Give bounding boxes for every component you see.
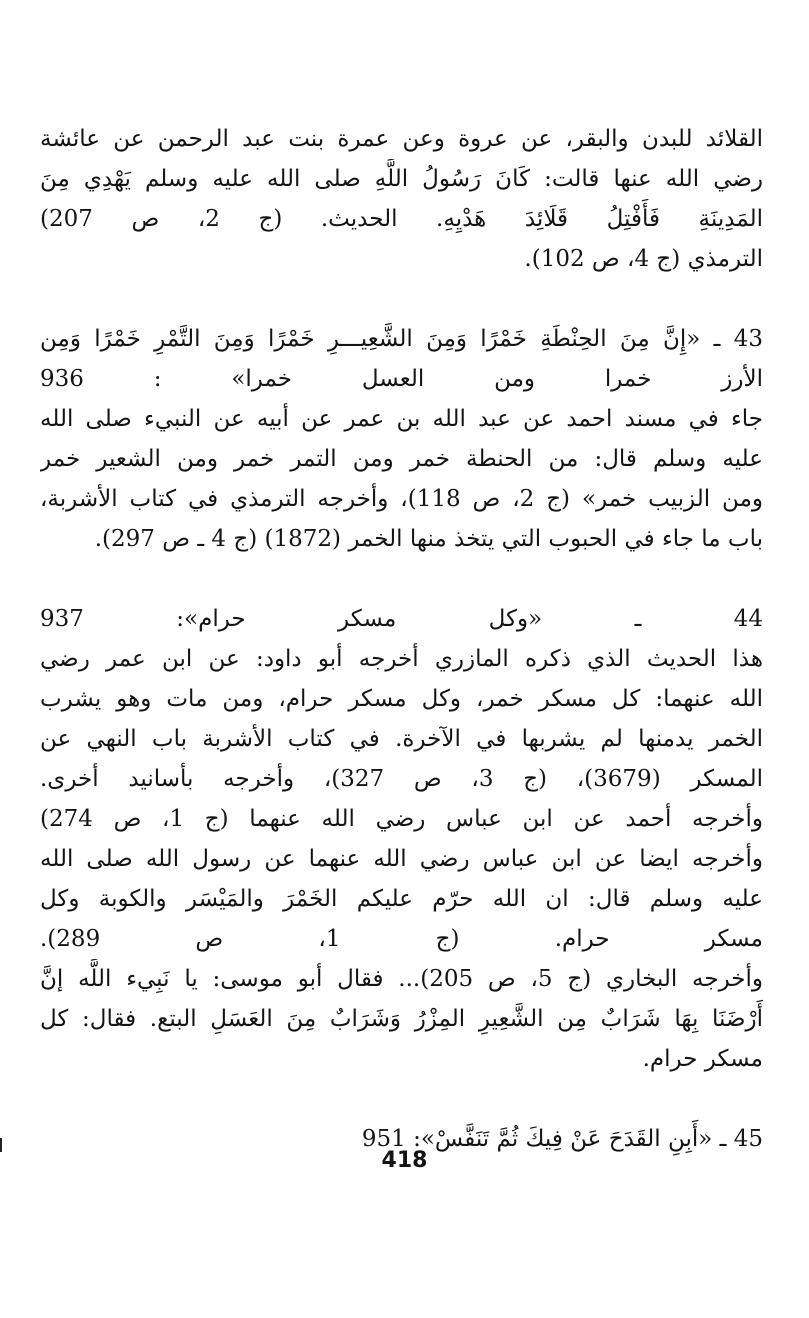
block-hadith-42-continued [40, 119, 763, 279]
text-line: القلائد للبدن والبقر، عن عروة وعن عمرة بنت عبد الرحمن عن عائشة [40, 126, 763, 152]
text-line: أَرْضَنَا بِهَا شَرَابٌ مِن الشَّعِيرِ المِزْرُ وَشَرَابٌ مِنَ العَسَلِ البتع. فقال: كل [40, 1006, 763, 1032]
paragraph-gap [40, 1079, 763, 1119]
block-hadith-43 [40, 319, 763, 559]
text-line: مسكر حرام. [642, 1046, 763, 1072]
paragraph-gap [40, 559, 763, 599]
text-line: 43 ـ «إِنَّ مِنَ الحِنْطَةِ خَمْرًا وَمِنَ الشَّعِيـــرِ خَمْرًا وَمِنَ التَّمْرِ خَمْرًا وَمِن [40, 326, 763, 352]
page-body-text [40, 119, 763, 1159]
text-line: الأرز خمرا ومن العسل خمرا» : 936 [40, 366, 763, 392]
text-line: رضي الله عنها قالت: كَانَ رَسُولُ اللَّهِ صلى الله عليه وسلم يَهْدِي مِنَ [40, 166, 763, 192]
page-number: 418 [381, 1148, 428, 1173]
text-line: 45 ـ «أَبِنِ القَدَحَ عَنْ فِيكَ ثُمَّ تَنَفَّسْ»: 951 [361, 1126, 763, 1152]
text-line: وأخرجه ايضا عن ابن عباس رضي الله عنهما عن رسول الله صلى الله [40, 846, 763, 872]
text-line: هذا الحديث الذي ذكره المازري أخرجه أبو داود: عن ابن عمر رضي [40, 646, 763, 672]
text-line: جاء في مسند احمد عن عبد الله بن عمر عن أبيه عن النبيء صلى الله [40, 406, 763, 432]
text-line: باب ما جاء في الحبوب التي يتخذ منها الخمر (1872) (ج 4 ـ ص 297). [94, 526, 763, 552]
text-line: المسكر (3679)، (ج 3، ص 327)، وأخرجه بأسانيد أخرى. [40, 766, 763, 792]
text-line: المَدِينَةِ فَأَفْتِلُ قَلَائِدَ هَدْيِهِ. الحديث. (ج 2، ص 207) [40, 206, 763, 232]
text-line: وأخرجه أحمد عن ابن عباس رضي الله عنهما (ج 1، ص 274) [40, 806, 763, 832]
text-line: عليه وسلم قال: من الحنطة خمر ومن التمر خمر ومن الشعير خمر [40, 446, 763, 472]
text-line: وأخرجه البخاري (ج 5، ص 205)... فقال أبو موسى: يا نَبِيء اللَّه إنَّ [40, 966, 763, 992]
text-line: ومن الزبيب خمر» (ج 2، ص 118)، وأخرجه الترمذي في كتاب الأشربة، [40, 486, 763, 512]
block-hadith-44 [40, 599, 763, 1079]
text-line: الله عنهما: كل مسكر خمر، وكل مسكر حرام، ومن مات وهو يشرب [40, 686, 763, 712]
text-line: الخمر يدمنها لم يشربها في الآخرة. في كتاب الأشربة باب النهي عن [40, 726, 763, 752]
text-line: عليه وسلم قال: ان الله حرّم عليكم الخَمْرَ والمَيْسَر والكوبة وكل [40, 886, 763, 912]
text-line: الترمذي (ج 4، ص 102). [524, 246, 763, 272]
text-line: مسكر حرام. (ج 1، ص 289). [40, 926, 763, 952]
text-line: 44 ـ «وكل مسكر حرام»: 937 [40, 606, 763, 632]
paragraph-gap [40, 279, 763, 319]
